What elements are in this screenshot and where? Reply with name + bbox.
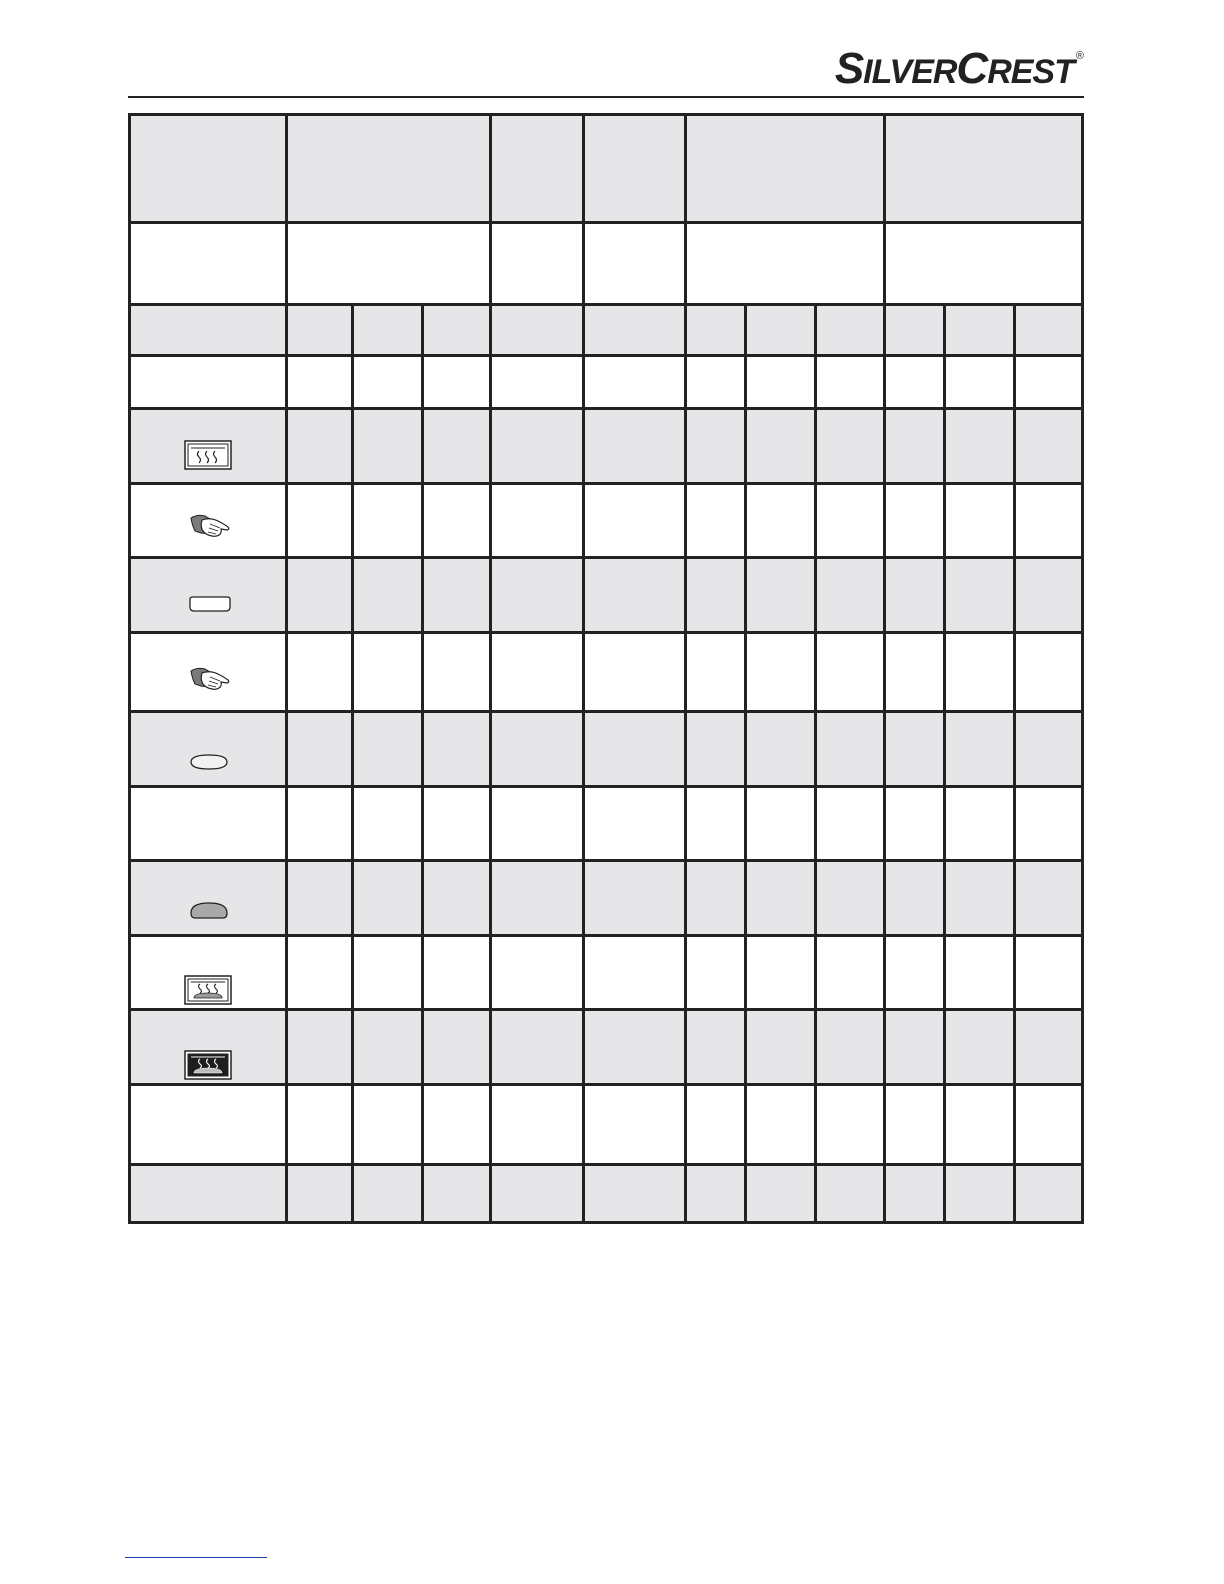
light-bread-slice-icon [188,752,230,772]
table-row-shaded [131,1166,1081,1221]
row-divider [131,710,1081,713]
row-divider [131,631,1081,634]
hand-cloth-icon [188,665,232,697]
column-divider [684,116,687,1221]
table-row-shaded [131,559,1081,634]
silvercrest-logo [835,44,1083,94]
column-divider [883,116,886,1221]
header-rule [128,96,1084,98]
row-divider [131,354,1081,357]
row-divider [131,1163,1081,1166]
toasted-bread-slice-icon [188,901,230,921]
row-divider [131,859,1081,862]
row-divider [131,482,1081,485]
flat-bread-slice-icon [187,595,233,613]
column-divider [489,116,492,1221]
row-divider [131,303,1081,306]
subcolumn-divider [351,304,354,1221]
row-divider [131,221,1081,224]
row-divider [131,785,1081,788]
heater-element-icon [184,440,232,470]
settings-table [128,113,1084,1224]
row-divider [131,934,1081,937]
row-divider [131,407,1081,410]
subcolumn-divider [943,304,946,1221]
footer-link-underline[interactable] [125,1557,267,1558]
row-divider [131,1008,1081,1011]
column-divider [582,116,585,1221]
heater-dark-icon [184,1050,232,1080]
registered-mark: ® [1075,50,1083,62]
table-row-shaded [131,410,1081,485]
table-row-shaded [131,713,1081,788]
heater-steam-icon [184,975,232,1005]
table-row-shaded [131,306,1081,357]
table-row-shaded [131,862,1081,937]
row-divider [131,1083,1081,1086]
table-row-shaded [131,1011,1081,1086]
logo-letter-c: C [956,44,988,93]
subcolumn-divider [814,304,817,1221]
logo-word-ilver: ILVER [863,53,957,91]
logo-letter-s: S [834,44,864,93]
hand-cloth-icon [188,512,232,544]
logo-word-rest: REST [987,53,1074,91]
column-divider [285,116,288,1221]
subcolumn-divider [421,304,424,1221]
row-divider [131,556,1081,559]
table-row-shaded [131,116,1081,224]
subcolumn-divider [744,304,747,1221]
subcolumn-divider [1013,304,1016,1221]
